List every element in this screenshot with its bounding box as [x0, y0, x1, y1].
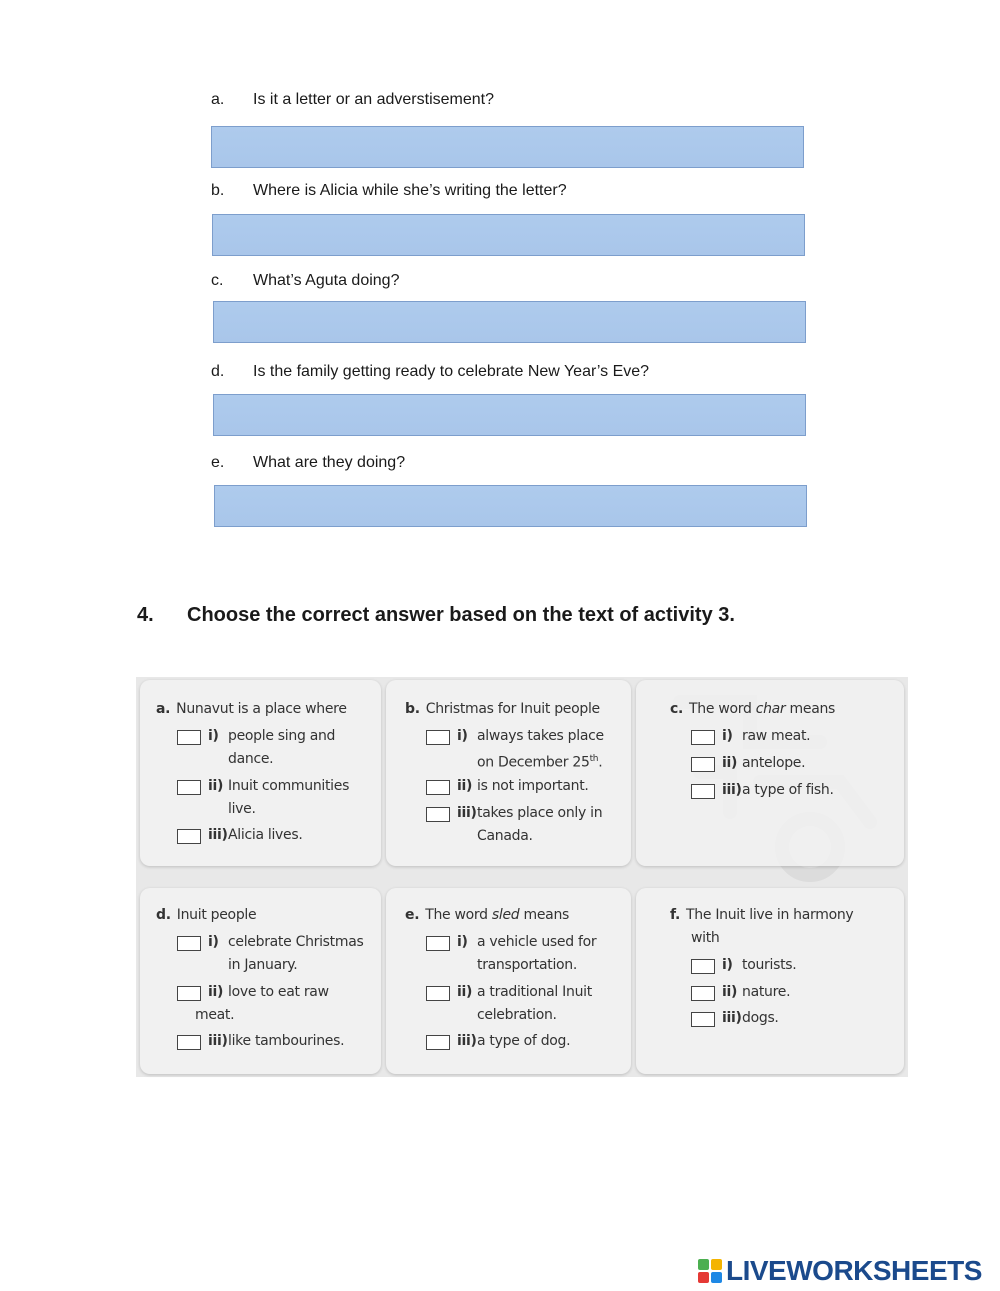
answer-input-c[interactable] — [213, 301, 806, 343]
superscript: th — [589, 754, 599, 764]
option-numeral: iii) — [722, 1010, 742, 1026]
option-text: dance. — [228, 751, 274, 767]
answer-input-d[interactable] — [213, 394, 806, 436]
option-text: on December 25 — [477, 754, 590, 771]
panel-stem-emphasis: sled — [491, 907, 520, 923]
option-text: celebrate Christmas — [228, 934, 364, 950]
option-text: like tambourines. — [228, 1033, 345, 1049]
option-text: raw meat. — [742, 728, 811, 744]
option-numeral: ii) — [722, 984, 738, 1000]
answer-checkbox[interactable] — [426, 986, 450, 1001]
option-text: Inuit communities — [228, 778, 350, 794]
panel-stem-text: with — [691, 930, 720, 946]
option-numeral: i) — [208, 728, 219, 744]
option-numeral: iii) — [208, 1033, 228, 1049]
option-numeral: i) — [208, 934, 219, 950]
question-text: What’s Aguta doing? — [253, 272, 400, 289]
panel-letter: f. — [670, 907, 681, 923]
answer-checkbox[interactable] — [691, 730, 715, 745]
answer-checkbox[interactable] — [691, 986, 715, 1001]
option-numeral: i) — [457, 934, 468, 950]
option-numeral: ii) — [208, 778, 224, 794]
answer-checkbox[interactable] — [691, 784, 715, 799]
panel-stem — [405, 698, 600, 721]
question-text: Is it a letter or an adverstisement? — [253, 91, 494, 108]
option-text: meat. — [195, 1007, 235, 1023]
panel-stem-emphasis: char — [755, 701, 786, 717]
answer-checkbox[interactable] — [177, 730, 201, 745]
panel-stem — [670, 698, 835, 721]
answer-input-b[interactable] — [212, 214, 805, 256]
answer-input-a[interactable] — [211, 126, 804, 168]
panel-stem — [670, 904, 853, 927]
option-text: a traditional Inuit — [477, 984, 592, 1000]
option-text: transportation. — [477, 957, 578, 973]
option-text: people sing and — [228, 728, 336, 744]
option-numeral: ii) — [208, 984, 224, 1000]
answer-checkbox[interactable] — [426, 780, 450, 795]
question-letter: b. — [211, 182, 225, 199]
panel-stem — [156, 698, 347, 721]
logo-block — [711, 1259, 722, 1270]
option-text-line — [477, 748, 602, 775]
question-letter: d. — [211, 363, 225, 380]
question-text: Where is Alicia while she’s writing the letter? — [253, 182, 567, 199]
section-number: 4. — [137, 604, 154, 626]
answer-checkbox[interactable] — [177, 829, 201, 844]
answer-checkbox[interactable] — [691, 1012, 715, 1027]
option-text: always takes place — [477, 728, 604, 744]
option-numeral: iii) — [457, 805, 477, 821]
option-text: live. — [228, 801, 256, 817]
question-letter: a. — [211, 91, 225, 108]
choice-panel-c — [636, 680, 904, 866]
choice-panel-e — [386, 888, 631, 1074]
choice-panel-d — [140, 888, 381, 1074]
panel-stem-text: Nunavut is a place where — [176, 701, 347, 717]
answer-checkbox[interactable] — [177, 936, 201, 951]
option-text: tourists. — [742, 957, 797, 973]
logo-block — [711, 1272, 722, 1283]
answer-checkbox[interactable] — [691, 757, 715, 772]
panel-stem — [405, 904, 569, 927]
option-numeral: iii) — [722, 782, 742, 798]
answer-checkbox[interactable] — [177, 986, 201, 1001]
question-letter: c. — [211, 272, 224, 289]
option-numeral: i) — [722, 728, 733, 744]
option-numeral: i) — [457, 728, 468, 744]
panel-stem-text: means — [519, 907, 570, 923]
panel-stem-text: The word — [425, 907, 492, 923]
logo-blocks-icon — [698, 1259, 722, 1283]
option-text: Canada. — [477, 828, 533, 844]
answer-checkbox[interactable] — [691, 959, 715, 974]
panel-letter: a. — [156, 701, 171, 717]
panel-stem-text: The Inuit live in harmony — [686, 907, 854, 923]
option-text: a vehicle used for — [477, 934, 597, 950]
answer-input-e[interactable] — [214, 485, 807, 527]
answer-checkbox[interactable] — [426, 1035, 450, 1050]
panel-stem — [156, 904, 256, 927]
panel-letter: c. — [670, 701, 684, 717]
option-text: a type of fish. — [742, 782, 834, 798]
option-text: Alicia lives. — [228, 827, 303, 843]
question-letter: e. — [211, 454, 225, 471]
panel-stem-text: The word — [689, 701, 756, 717]
choice-panel-f — [636, 888, 904, 1074]
option-text: celebration. — [477, 1007, 557, 1023]
panel-letter: d. — [156, 907, 171, 923]
section-title: Choose the correct answer based on the text of activity 3. — [187, 604, 735, 626]
answer-checkbox[interactable] — [177, 780, 201, 795]
logo-block — [698, 1272, 709, 1283]
question-text: Is the family getting ready to celebrate New Year’s Eve? — [253, 363, 650, 380]
option-numeral: ii) — [457, 778, 473, 794]
option-numeral: iii) — [208, 827, 228, 843]
option-suffix: . — [598, 754, 603, 771]
option-text: in January. — [228, 957, 298, 973]
option-text: antelope. — [742, 755, 806, 771]
liveworksheets-logo[interactable] — [698, 1253, 982, 1289]
choice-panel-b — [386, 680, 631, 866]
answer-checkbox[interactable] — [177, 1035, 201, 1050]
option-text: takes place only in — [477, 805, 603, 821]
answer-checkbox[interactable] — [426, 730, 450, 745]
logo-block — [698, 1259, 709, 1270]
panel-letter: b. — [405, 701, 420, 717]
option-text: dogs. — [742, 1010, 779, 1026]
option-text: love to eat raw — [228, 984, 329, 1000]
panel-letter: e. — [405, 907, 420, 923]
option-text: nature. — [742, 984, 791, 1000]
option-text: a type of dog. — [477, 1033, 571, 1049]
question-text: What are they doing? — [253, 454, 406, 471]
option-numeral: i) — [722, 957, 733, 973]
logo-text: LIVEWORKSHEETS — [726, 1255, 982, 1286]
option-numeral: iii) — [457, 1033, 477, 1049]
option-text: is not important. — [477, 778, 589, 794]
panel-stem-text: Inuit people — [176, 907, 257, 923]
panel-stem-text: Christmas for Inuit people — [425, 701, 600, 717]
answer-checkbox[interactable] — [426, 936, 450, 951]
panel-stem-text: means — [785, 701, 836, 717]
choice-panel-a — [140, 680, 381, 866]
option-numeral: ii) — [722, 755, 738, 771]
option-numeral: ii) — [457, 984, 473, 1000]
answer-checkbox[interactable] — [426, 807, 450, 822]
